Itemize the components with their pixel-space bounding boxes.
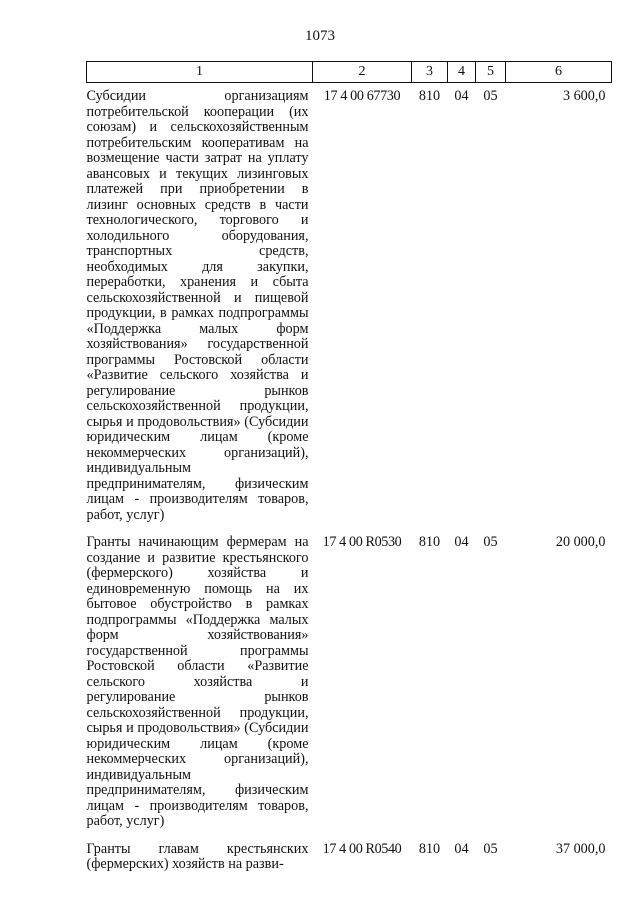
header-col-6: 6 <box>506 62 612 83</box>
budget-table <box>86 61 612 885</box>
row-code: 17 4 00 R0540 <box>322 840 402 857</box>
row-name: Гранты главам крестьянских (фермерских) хозяйств на разви- <box>86 840 309 872</box>
header-row <box>87 62 612 83</box>
row-expense-type: 810 <box>418 88 441 104</box>
header-col-2: 2 <box>313 62 412 83</box>
row-subsection: 05 <box>483 88 498 104</box>
row-code: 17 4 00 67730 <box>323 88 401 104</box>
row-section: 04 <box>454 840 469 857</box>
table-body <box>87 83 612 885</box>
row-amount: 37 000,0 <box>555 840 606 857</box>
row-name: Субсидии организациям потребительской кооперации (их союзам) и сельскохозяйственным потребительским кооперативам на возмещение части затрат на уплату авансовых и текущих лизинговых платежей при приобретении в лизинг основных средств в части технологического, торгового и холодильного оборудования, транспортных средств, необходимых для закупки, переработки, хранения и сбыта сельскохозяйственной и пищевой продукции, в рамках подпрограммы «Поддержка малых форм хозяйствования» государственной программы Ростовской области «Развитие сельского хозяйства и регулирование рынков сельскохозяйственной продукции, сырья и продовольствия» (Субсидии юридическим лицам (кроме некоммерческих организаций), индивидуальным предпринимателям, физическим лицам - производителям товаров, работ, услуг) <box>86 88 309 523</box>
row-expense-type: 810 <box>418 840 441 857</box>
row-amount: 3 600,0 <box>562 88 606 104</box>
table-row <box>87 842 612 885</box>
row-subsection: 05 <box>483 534 498 550</box>
row-subsection: 05 <box>483 840 498 857</box>
table-row <box>87 83 612 536</box>
row-section: 04 <box>454 88 469 104</box>
header-col-4: 4 <box>448 62 476 83</box>
row-section: 04 <box>454 534 469 550</box>
header-col-5: 5 <box>476 62 506 83</box>
row-expense-type: 810 <box>418 534 441 550</box>
header-col-1: 1 <box>87 62 313 83</box>
row-code: 17 4 00 R0530 <box>322 534 402 550</box>
row-name: Гранты начинающим фермерам на создание и развитие крестьянского (фермерского) хозяйства и единовременную помощь на их бытовое обустройство в рамках подпрограммы «Поддержка малых форм хозяйствования» государственной программы Ростовской области «Развитие сельского хозяйства и регулирование рынков сельскохозяйственной продукции, сырья и продовольствия» (Субсидии юридическим лицам (кроме некоммерческих организаций), индивидуальным предпринимателям, физическим лицам - производителям товаров, работ, услуг) <box>86 534 309 829</box>
page-number: 1073 <box>305 28 335 44</box>
row-amount: 20 000,0 <box>555 534 606 550</box>
header-col-3: 3 <box>412 62 448 83</box>
table-header <box>87 62 612 83</box>
table-row <box>87 535 612 842</box>
